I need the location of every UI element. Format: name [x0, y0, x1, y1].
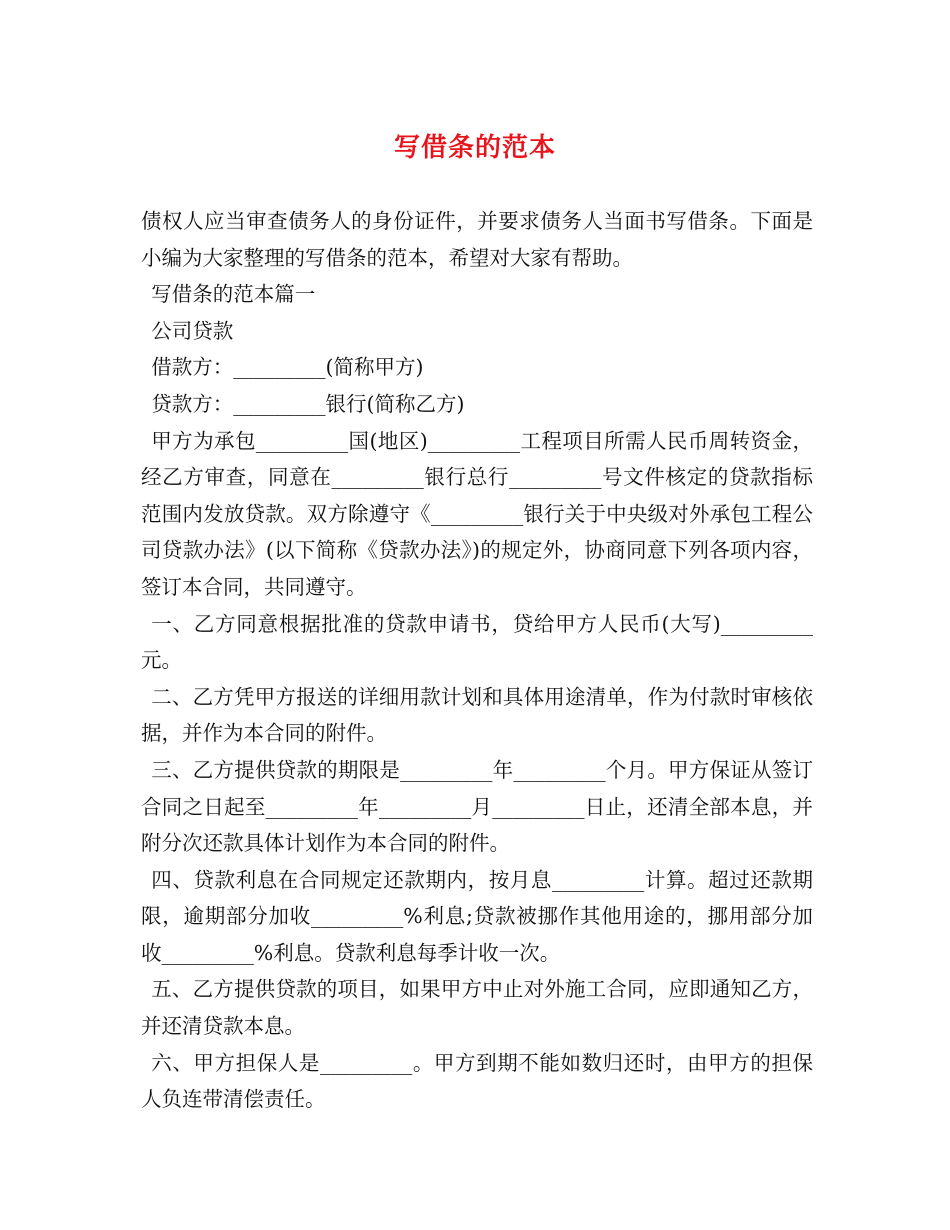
document-body — [141, 203, 813, 1118]
lender-line: 贷款方：_________银行(简称乙方) — [151, 391, 465, 416]
clause-1: 一、乙方同意根据批准的贷款申请书，贷给甲方人民币(大写)_________元。 — [141, 611, 813, 673]
subsection-heading: 公司贷款 — [151, 318, 234, 343]
intro-paragraph: 债权人应当审查债务人的身份证件，并要求债务人当面书写借条。下面是小编为大家整理的写借条的范本，希望对大家有帮助。 — [141, 209, 813, 270]
clause-2: 二、乙方凭甲方报送的详细用款计划和具体用途清单，作为付款时审核依据，并作为本合同的附件。 — [141, 684, 813, 746]
preamble-paragraph: 甲方为承包_________国(地区)_________工程项目所需人民币周转资金，经乙方审查，同意在_________银行总行_________号文件核定的贷款指标范围内发放贷款。双方除遵守《_________银行关于中央级对外承包工程公司贷款办法》(以下简称《贷款办法》)的规定外，协商同意下列各项内容，签订本合同，共同遵守。 — [141, 428, 813, 599]
clause-6: 六、甲方担保人是_________。甲方到期不能如数归还时，由甲方的担保人负连带清偿责任。 — [141, 1050, 813, 1112]
clause-4: 四、贷款利息在合同规定还款期内，按月息_________计算。超过还款期限，逾期部分加收_________%利息;贷款被挪作其他用途的，挪用部分加收_________%利息。贷款利息每季计收一次。 — [141, 867, 813, 965]
borrower-line: 借款方：_________(简称甲方) — [151, 355, 424, 380]
section-heading: 写借条的范本篇一 — [151, 282, 316, 307]
clause-3: 三、乙方提供贷款的期限是_________年_________个月。甲方保证从签订合同之日起至_________年_________月_________日止，还清全部本息，并附分次还款具体计划作为本合同的附件。 — [141, 757, 813, 856]
page-title: 写借条的范本 — [393, 133, 556, 163]
clause-5: 五、乙方提供贷款的项目，如果甲方中止对外施工合同，应即通知乙方，并还清贷款本息。 — [141, 977, 813, 1039]
